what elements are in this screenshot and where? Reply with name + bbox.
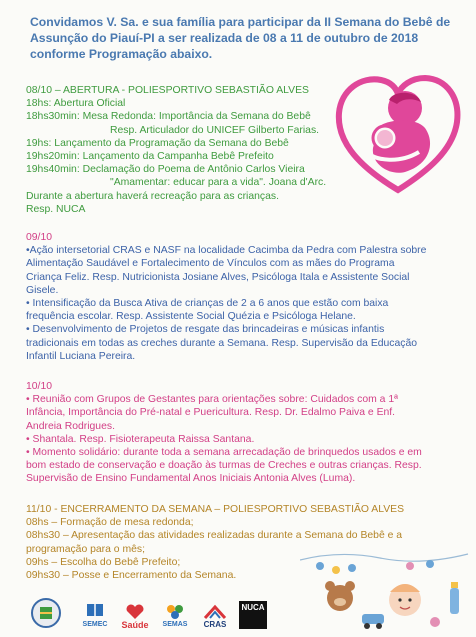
intro-line: Convidamos V. Sa. e sua família para participar da II Semana do Bebê de — [30, 15, 451, 29]
schedule-line: Gisele. — [26, 284, 59, 296]
schedule-line: Infantil Luciana Pereira. — [26, 350, 136, 362]
schedule-line: Durante a abertura haverá recreação para as crianças. — [26, 190, 279, 202]
section-heading: 11/10 - ENCERRAMENTO DA SEMANA – POLIESPORTIVO SEBASTIÃO ALVES — [26, 504, 405, 515]
section-day-08 — [26, 84, 456, 216]
schedule-line: 19hs: Lançamento da Programação da Semana do Bebê — [26, 137, 289, 149]
schedule-line: Andreia Rodrigues. — [26, 420, 115, 432]
nuca-label: NUCA — [241, 603, 265, 612]
cras-logo — [198, 595, 232, 629]
schedule-line: Infância, Importância do Pré-natal e Puericultura. Resp. Dr. Edalmo Paiva e Enf. — [26, 407, 396, 419]
schedule-line: Resp. NUCA — [26, 203, 86, 215]
schedule-line: Resp. Articulador do UNICEF Gilberto Farias. — [110, 124, 320, 136]
intro-line: Assunção do Piauí-PI a ser realizada de 08 a 11 de outubro de 2018 — [30, 31, 419, 45]
section-day-10 — [26, 380, 456, 486]
schedule-line: 18hs30min: Mesa Redonda: Importância da Semana do Bebê — [26, 111, 311, 123]
section-heading: 09/10 — [26, 232, 53, 243]
schedule-line: • Shantala. Resp. Fisioterapeuta Raissa Santana. — [26, 433, 255, 445]
schedule-line: •Ação intersetorial CRAS e NASF na localidade Cacimba da Pedra com Palestra sobre — [26, 245, 427, 257]
semec-logo — [74, 595, 116, 629]
schedule-line: Alimentação Saudável e Fortalecimento de Vínculos com as mães do Programa — [26, 258, 395, 270]
semas-label: SEMAS — [162, 621, 188, 628]
section-heading: 08/10 – ABERTURA - POLIESPORTIVO SEBASTIÃO ALVES — [26, 85, 309, 96]
semas-logo — [158, 595, 192, 629]
intro-line: conforme Programação abaixo. — [30, 47, 213, 61]
schedule-line: • Desenvolvimento de Projetos de resgate das brincadeiras e músicas infantis — [26, 324, 385, 336]
municipality-seal-logo — [28, 595, 64, 629]
semec-label: SEMEC — [82, 621, 108, 628]
schedule-line: • Intensificação da Busca Ativa de crianças de 2 a 6 anos que estão com baixa — [26, 298, 389, 310]
schedule-line: 19hs40min: Declamação do Poema de Antônio Carlos Vieira — [26, 164, 305, 176]
schedule-line: frequência escolar. Resp. Assistente Social Quézia e Psicóloga Helane. — [26, 311, 356, 323]
section-day-09 — [26, 231, 456, 363]
section-heading: 10/10 — [26, 381, 53, 392]
schedule-line: 09hs30 – Posse e Encerramento da Semana. — [26, 570, 237, 582]
saude-logo — [118, 595, 152, 629]
nuca-logo — [238, 595, 268, 629]
baby-toys-illustration — [300, 540, 470, 632]
schedule-line: 09hs – Escolha do Bebê Prefeito; — [26, 556, 181, 568]
schedule-line: tradicionais em todas as creches durante a Semana. Resp. Supervisão da Educação — [26, 337, 418, 349]
intro-text — [30, 14, 455, 62]
schedule-line: bom estado de conservação e doação às turmas de Creches e outras crianças. Resp. — [26, 460, 422, 472]
schedule-line: 19hs20min: Lançamento da Campanha Bebê Prefeito — [26, 151, 274, 163]
cras-label: CRAS — [203, 620, 227, 629]
schedule-line: "Amamentar: educar para a vida". Joana d'Arc. — [110, 177, 327, 189]
saude-label: Saúde — [121, 620, 149, 630]
schedule-line: 08hs – Formação de mesa redonda; — [26, 517, 194, 529]
schedule-line: 18hs: Abertura Oficial — [26, 98, 126, 110]
schedule-line: programação para o mês; — [26, 543, 145, 555]
schedule-line: Criança Feliz. Resp. Nutricionista Josiane Alves, Psicóloga Itala e Assistente Social — [26, 271, 410, 283]
schedule-line: • Momento solidário: durante toda a semana arrecadação de brinquedos usados e em — [26, 447, 422, 459]
schedule-line: • Reunião com Grupos de Gestantes para orientações sobre: Cuidados com a 1ª — [26, 394, 398, 406]
schedule-line: 08hs30 – Apresentação das atividades realizadas durante a Semana do Bebê e a — [26, 530, 403, 542]
schedule-line: Supervisão de Ensino Fundamental Anos Iniciais Antonia Alves (Luma). — [26, 473, 356, 485]
